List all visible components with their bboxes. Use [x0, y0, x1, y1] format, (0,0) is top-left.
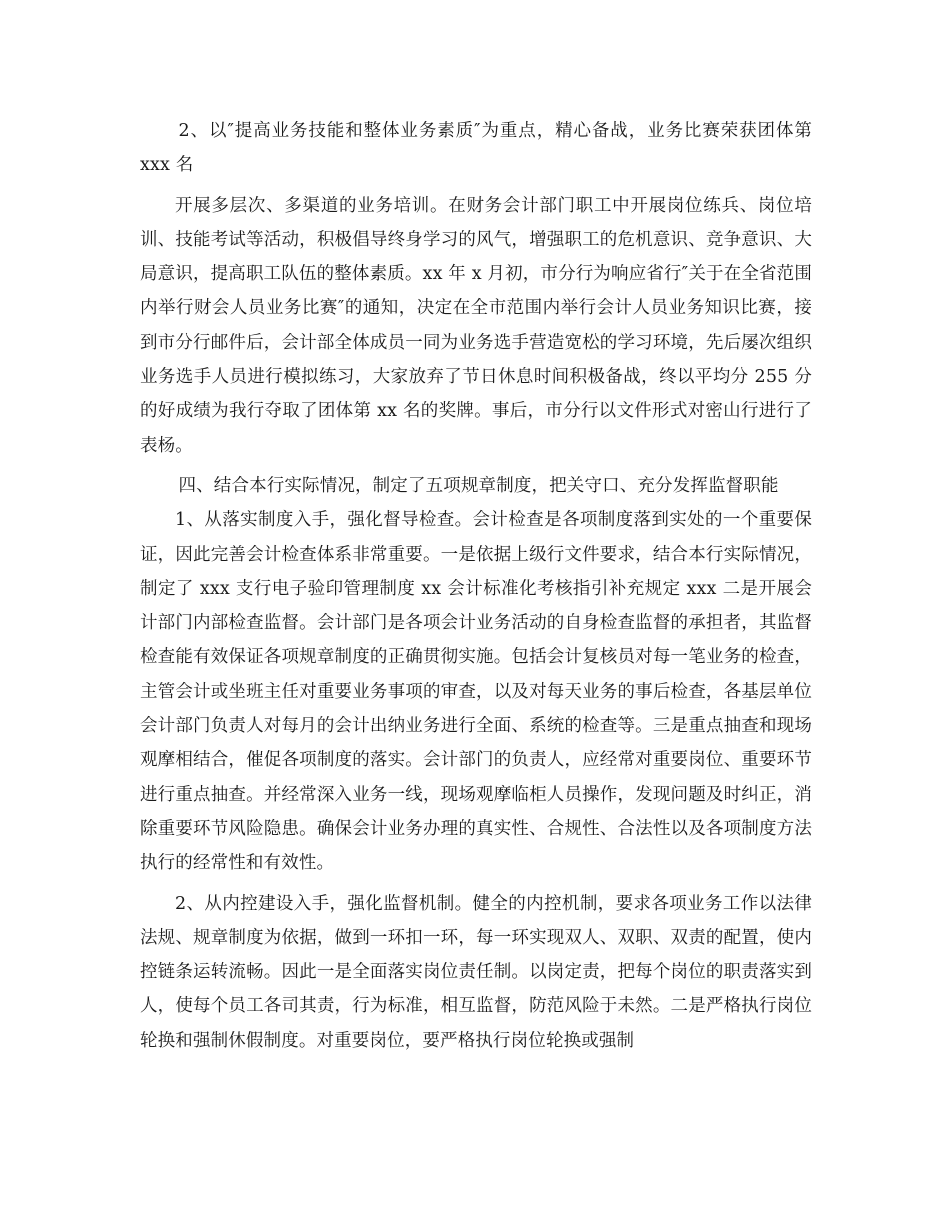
paragraph-internal-control: 2、从内控建设入手，强化监督机制。健全的内控机制，要求各项业务工作以法律法规、规章制度为依据，做到一环扣一环，每一环实现双人、双职、双责的配置，使内控链条运转流畅。因此一是全面落实岗位责任制。以岗定责，把每个岗位的职责落实到人，使每个员工各司其责，行为标准，相互监督，防范风险于未然。二是严格执行岗位轮换和强制休假制度。对重要岗位，要严格执行岗位轮换或强制 [140, 893, 812, 1051]
document-body [140, 114, 812, 1058]
paragraph-section-four-heading: 四、结合本行实际情况，制定了五项规章制度，把关守口、充分发挥监督职能 [178, 475, 779, 496]
paragraph-heading-contest: 2、以″提高业务技能和整体业务素质″为重点，精心备战，业务比赛荣获团体第 xxx 名 [140, 121, 812, 176]
paragraph-training: 开展多层次、多渠道的业务培训。在财务会计部门职工中开展岗位练兵、岗位培训、技能考试等活动，积极倡导终身学习的风气，增强职工的危机意识、竞争意识、大局意识，提高职工队伍的整体素质。xx 年 x 月初，市分行为响应省行″关于在全省范围内举行财会人员业务比赛″的通知，决定在全市范围内举行会计人员业务知识比赛，接到市分行邮件后，会计部全体成员一同为业务选手营造宽松的学习环境，先后屡次组织业务选手人员进行模拟练习，大家放弃了节日休息时间积极备战，终以平均分 255 分的好成绩为我行夺取了团体第 xx 名的奖牌。事后，市分行以文件形式对密山行进行了表杨。 [140, 195, 812, 456]
paragraph-system-implementation: 1、从落实制度入手，强化督导检查。会计检查是各项制度落到实处的一个重要保证，因此完善会计检查体系非常重要。一是依据上级行文件要求，结合本行实际情况，制定了 xxx 支行电子验印管理制度 xx 会计标准化考核指引补充规定 xxx 二是开展会计部门内部检查监督。会计部门是各项会计业务活动的自身检查监督的承担者，其监督检查能有效保证各项规章制度的正确贯彻实施。包括会计复核员对每一笔业务的检查，主管会计或坐班主任对重要业务事项的审查，以及对每天业务的事后检查，各基层单位会计部门负责人对每月的会计出纳业务进行全面、系统的检查等。三是重点抽查和现场观摩相结合，催促各项制度的落实。会计部门的负责人，应经常对重要岗位、重要环节进行重点抽查。并经常深入业务一线，现场观摩临柜人员操作，发现问题及时纠正，消除重要环节风险隐患。确保会计业务办理的真实性、合规性、合法性以及各项制度方法执行的经常性和有效性。 [140, 510, 812, 874]
